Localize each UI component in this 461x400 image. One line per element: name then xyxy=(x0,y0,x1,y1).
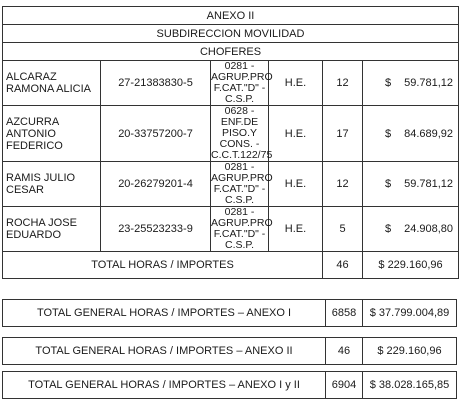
employee-amount-cell xyxy=(363,207,459,252)
table-row xyxy=(3,106,459,162)
employee-hours: 12 xyxy=(323,162,363,207)
currency-symbol: $ xyxy=(385,127,392,140)
summary-annex-i xyxy=(2,299,457,327)
employee-cuil: 20-33757200-7 xyxy=(101,106,211,162)
total-row xyxy=(3,252,459,279)
employee-category: 0281 - AGRUP.PRO F.CAT."D" - C.S.P. xyxy=(211,161,273,206)
hours-type: H.E. xyxy=(269,162,323,207)
employee-category: 0281 - AGRUP.PRO F.CAT."D" - C.S.P. xyxy=(211,206,273,251)
summary-hours: 46 xyxy=(326,338,363,365)
total-label: TOTAL HORAS / IMPORTES xyxy=(3,252,323,279)
department-header: SUBDIRECCION MOVILIDAD xyxy=(3,25,459,43)
summary-label: TOTAL GENERAL HORAS / IMPORTES – ANEXO I y II xyxy=(3,372,326,399)
employee-amount-cell xyxy=(363,106,459,162)
employee-cuil: 20-26279201-4 xyxy=(101,162,211,207)
summary-amount: $ 37.799.004,89 xyxy=(363,300,457,327)
employee-hours: 5 xyxy=(323,207,363,252)
currency-symbol: $ xyxy=(385,223,392,235)
currency-symbol: $ xyxy=(385,77,392,89)
table-row xyxy=(3,162,459,207)
summary-hours: 6904 xyxy=(326,372,363,399)
table-row xyxy=(3,61,459,106)
total-amount: $ 229.160,96 xyxy=(363,252,459,279)
employee-amount-cell xyxy=(363,61,459,106)
hours-type: H.E. xyxy=(269,207,323,252)
table-row xyxy=(3,207,459,252)
summary-amount: $ 38.028.165,85 xyxy=(363,372,457,399)
summary-hours: 6858 xyxy=(326,300,363,327)
employee-amount-cell xyxy=(363,162,459,207)
summary-annex-i-and-ii xyxy=(2,371,457,399)
employee-cuil: 27-21383830-5 xyxy=(101,61,211,106)
summary-amount: $ 229.160,96 xyxy=(363,338,457,365)
summary-label: TOTAL GENERAL HORAS / IMPORTES – ANEXO II xyxy=(3,338,326,365)
annex-ii-table xyxy=(2,6,459,279)
employee-category: 0628 - ENF.DE PISO.Y CONS. - C.C.T.122/75 xyxy=(211,105,273,161)
employee-amount: 59.781,12 xyxy=(404,77,454,89)
total-hours: 46 xyxy=(323,252,363,279)
role-header: CHOFERES xyxy=(3,43,459,61)
employee-amount: 59.781,12 xyxy=(404,178,454,190)
employee-amount: 84.689,92 xyxy=(404,127,454,140)
hours-type: H.E. xyxy=(269,61,323,106)
employee-category: 0281 - AGRUP.PRO F.CAT."D" - C.S.P. xyxy=(211,60,273,105)
employee-hours: 17 xyxy=(323,106,363,162)
employee-amount: 24.908,80 xyxy=(404,223,454,235)
employee-cuil: 23-25523233-9 xyxy=(101,207,211,252)
employee-name: AZCURRA ANTONIO FEDERICO xyxy=(3,106,101,162)
employee-hours: 12 xyxy=(323,61,363,106)
hours-type: H.E. xyxy=(269,106,323,162)
employee-name: ROCHA JOSE EDUARDO xyxy=(3,207,101,252)
summary-annex-ii xyxy=(2,337,457,365)
employee-name: RAMIS JULIO CESAR xyxy=(3,162,101,207)
annex-title: ANEXO II xyxy=(3,7,459,25)
employee-name: ALCARAZ RAMONA ALICIA xyxy=(3,61,101,106)
summary-label: TOTAL GENERAL HORAS / IMPORTES – ANEXO I xyxy=(3,300,326,327)
currency-symbol: $ xyxy=(385,178,392,190)
